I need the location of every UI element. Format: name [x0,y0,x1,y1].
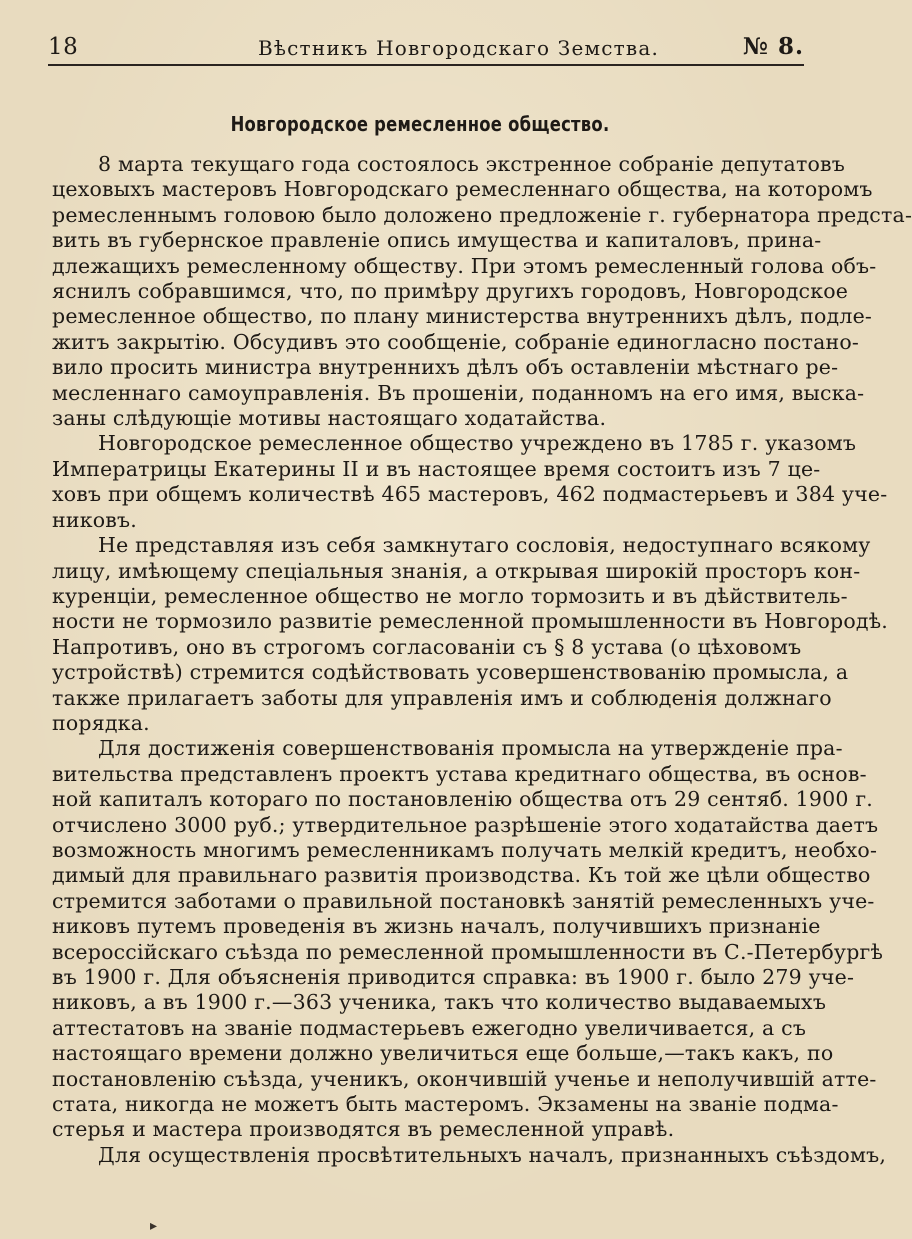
text-line: Не представляя изъ себя замкнутаго сословія, недоступнаго всякому [98,533,871,558]
text-line: Императрицы Екатерины II и въ настоящее время состоитъ изъ 7 це- [52,456,821,481]
article-title: Новгородское ремесленное общество. [230,112,610,136]
text-line: также прилагаетъ заботы для управленія имъ и соблюденія должнаго [52,685,832,710]
text-line: стремится заботами о правильной постановкѣ занятій ремесленныхъ уче- [52,888,875,913]
text-line: яснилъ собравшимся, что, по примѣру другихъ городовъ, Новгородское [52,279,849,304]
text-line: никовъ, а въ 1900 г.—363 ученика, такъ что количество выдаваемыхъ [52,990,827,1015]
text-line: ремесленнымъ головою было доложено предложеніе г. губернатора предста- [52,202,912,227]
text-line: цеховыхъ мастеровъ Новгородскаго ремесленнаго общества, на которомъ [52,177,873,202]
text-line: стата, никогда не можетъ быть мастеромъ. Экзамены на званіе подма- [52,1092,839,1117]
text-line: устройствѣ) стремится содѣйствовать усовершенствованію промысла, а [52,660,849,685]
journal-title: Вѣстникъ Новгородскаго Земства. [258,36,660,60]
text-line: Для достиженія совершенствованія промысла на утвержденіе пра- [98,736,843,761]
article-body [52,152,912,1168]
text-line: Новгородское ремесленное общество учреждено въ 1785 г. указомъ [98,431,857,456]
text-line: димый для правильнаго развитія производства. Къ той же цѣли общество [52,863,871,888]
text-line: всероссійскаго съѣзда по ремесленной промышленности въ С.-Петербургѣ [52,939,884,964]
text-line: ховъ при общемъ количествѣ 465 мастеровъ, 462 подмастерьевъ и 384 уче- [52,482,888,507]
text-line: ной капиталъ котораго по постановленію общества отъ 29 сентяб. 1900 г. [52,787,874,812]
page-number: 18 [48,34,79,60]
text-line: порядка. [52,710,150,735]
text-line: ности не тормозило развитіе ремесленной промышленности въ Новгородѣ. [52,609,889,634]
text-line: ремесленное общество, по плану министерства внутреннихъ дѣлъ, подле- [52,304,873,329]
text-line: Напротивъ, оно въ строгомъ согласованіи съ § 8 устава (о цѣховомъ [52,634,802,659]
text-line: настоящаго времени должно увеличиться еще больше,—такъ какъ, по [52,1041,834,1066]
text-line: заны слѣдующіе мотивы настоящаго ходатайства. [52,406,607,431]
text-line: въ 1900 г. Для объясненія приводится справка: въ 1900 г. было 279 уче- [52,965,855,989]
text-line: вить въ губернское правленіе опись имущества и капиталовъ, прина- [52,228,822,253]
text-line: постановленію съѣзда, ученикъ, окончившій ученье и неполучившій атте- [52,1066,877,1091]
text-line: лицу, имѣющему спеціальныя знанія, а открывая широкій просторъ кон- [52,558,861,583]
running-header [48,30,804,66]
text-line: никовъ. [52,507,137,532]
text-line: отчислено 3000 руб.; утвердительное разрѣшеніе этого ходатайства даетъ [52,812,879,837]
text-line: месленнаго самоуправленія. Въ прошеніи, поданномъ на его имя, выска- [52,380,865,405]
text-line: вительства представленъ проектъ устава кредитнаго общества, въ основ- [52,761,867,786]
text-line: аттестатовъ на званіе подмастерьевъ ежегодно увеличивается, а съ [52,1015,807,1040]
text-line: длежащихъ ремесленному обществу. При этомъ ремесленный голова объ- [52,253,877,278]
issue-number: № 8. [742,33,804,60]
text-line: 8 марта текущаго года состоялось экстренное собраніе депутатовъ [98,152,846,176]
text-line: куренціи, ремесленное общество не могло тормозить и въ дѣйствитель- [52,583,848,608]
text-line: Для осуществленія просвѣтительныхъ началъ, признанныхъ съѣздомъ, [98,1142,887,1167]
text-line: вило просить министра внутреннихъ дѣлъ объ оставленіи мѣстнаго ре- [52,355,839,380]
text-line: житъ закрытію. Обсудивъ это сообщеніе, собраніе единогласно постано- [52,329,860,354]
text-line: стерья и мастера производятся въ ремесленной управѣ. [52,1117,675,1142]
text-line: никовъ путемъ проведенія въ жизнь началъ, получившихъ признаніе [52,914,821,939]
text-line: возможность многимъ ремесленникамъ получать мелкій кредитъ, необхо- [52,837,878,862]
print-mark: ▸ [150,1218,158,1234]
